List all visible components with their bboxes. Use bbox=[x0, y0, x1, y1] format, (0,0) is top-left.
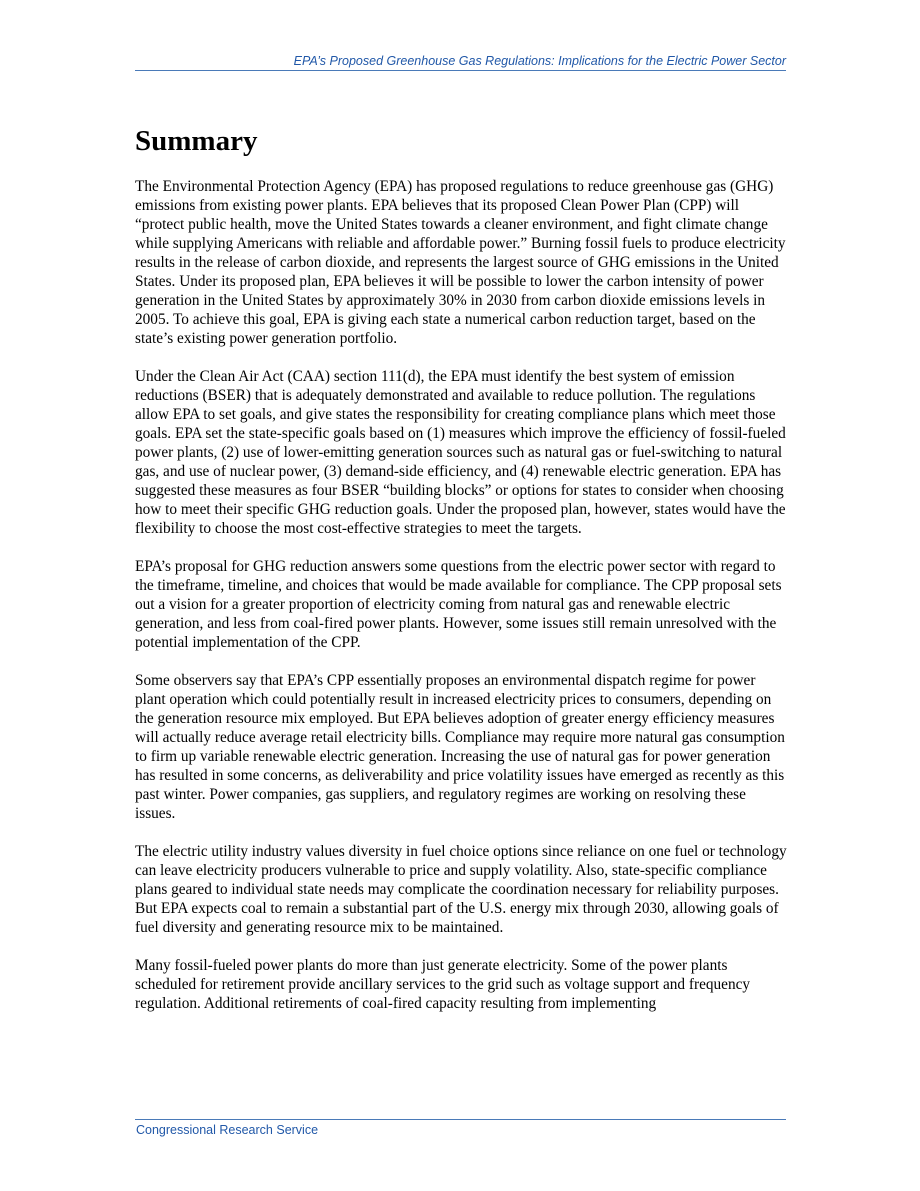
paragraph-4: Some observers say that EPA’s CPP essentially proposes an environmental dispatch regime for power plant operation which could potentially result in increased electricity prices to consumers, depending on the generation resource mix employed. But EPA believes adoption of greater energy efficiency measures will actually reduce average retail electricity bills. Compliance may require more natural gas consumption to firm up variable renewable electric generation. Increasing the use of natural gas for power generation has resulted in some concerns, as deliverability and price volatility issues have emerged as recently as this past winter. Power companies, gas suppliers, and regulatory regimes are working on resolving these issues. bbox=[135, 672, 785, 822]
header-divider bbox=[135, 70, 786, 71]
paragraph-3: EPA’s proposal for GHG reduction answers some questions from the electric power sector with regard to the timeframe, timeline, and choices that would be made available for compliance. The CPP proposal sets out a vision for a greater proportion of electricity coming from natural gas and renewable electric generation, and less from coal-fired power plants. However, some issues still remain unresolved with the potential implementation of the CPP. bbox=[135, 558, 782, 651]
summary-body bbox=[135, 177, 789, 1032]
footer-divider bbox=[135, 1119, 786, 1120]
footer-publisher: Congressional Research Service bbox=[136, 1123, 319, 1137]
page-title: Summary bbox=[135, 125, 258, 157]
paragraph-5: The electric utility industry values diversity in fuel choice options since reliance on one fuel or technology can leave electricity producers vulnerable to price and supply volatility. Also, state-specific compliance plans geared to individual state needs may complicate the coordination necessary for reliability purposes. But EPA expects coal to remain a substantial part of the U.S. energy mix through 2030, allowing goals of fuel diversity and generating resource mix to be maintained. bbox=[135, 843, 787, 936]
paragraph-6: Many fossil-fueled power plants do more than just generate electricity. Some of the power plants scheduled for retirement provide ancillary services to the grid such as voltage support and frequency regulation. Additional retirements of coal-fired capacity resulting from implementing bbox=[135, 957, 751, 1012]
paragraph-1: The Environmental Protection Agency (EPA) has proposed regulations to reduce greenhouse gas (GHG) emissions from existing power plants. EPA believes that its proposed Clean Power Plan (CPP) will “protect public health, move the United States towards a cleaner environment, and fight climate change while supplying Americans with reliable and affordable power.” Burning fossil fuels to produce electricity results in the release of carbon dioxide, and represents the largest source of GHG emissions in the United States. Under its proposed plan, EPA believes it will be possible to lower the carbon intensity of power generation in the United States by approximately 30% in 2030 from carbon dioxide emissions levels in 2005. To achieve this goal, EPA is giving each state a numerical carbon reduction target, based on the state’s existing power generation portfolio. bbox=[135, 178, 786, 347]
paragraph-2: Under the Clean Air Act (CAA) section 111(d), the EPA must identify the best system of emission reductions (BSER) that is adequately demonstrated and available to reduce pollution. The regulations allow EPA to set goals, and give states the responsibility for creating compliance plans which meet those goals. EPA set the state-specific goals based on (1) measures which improve the efficiency of fossil-fueled power plants, (2) use of lower-emitting generation sources such as natural gas or fuel-switching to natural gas, and use of nuclear power, (3) demand-side efficiency, and (4) renewable electric generation. EPA has suggested these measures as four BSER “building blocks” or options for states to consider when choosing how to meet their specific GHG reduction goals. Under the proposed plan, however, states would have the flexibility to choose the most cost-effective strategies to meet the targets. bbox=[135, 368, 786, 537]
running-header: EPA’s Proposed Greenhouse Gas Regulations: Implications for the Electric Power Sector bbox=[293, 54, 786, 68]
